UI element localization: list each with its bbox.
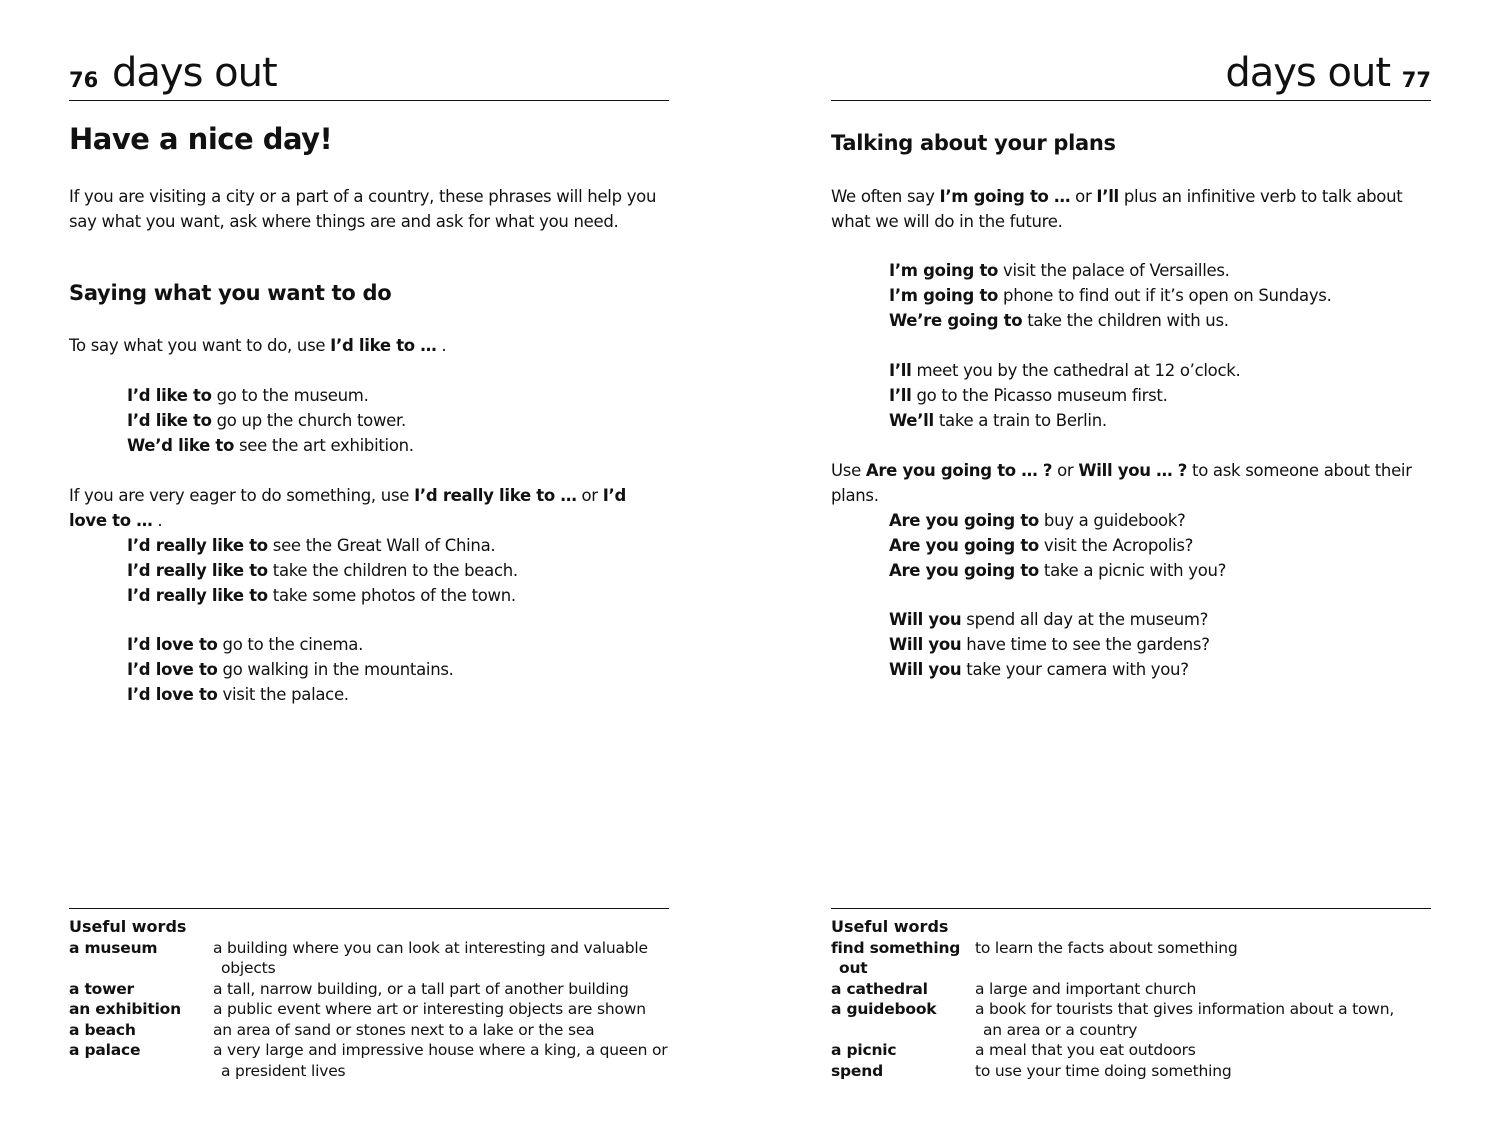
chapter-title: days out: [112, 50, 277, 96]
left-page: [69, 0, 669, 1137]
example-sentence: I’d love to go walking in the mountains.: [127, 660, 454, 679]
glossary-term: a guidebook: [831, 1000, 937, 1018]
example-list: [889, 358, 1240, 433]
eager-instruction-paragraph: If you are very eager to do something, use I’d really like to … or I’d love to … .: [69, 486, 627, 530]
example-sentence: We’re going to take the children with us.: [889, 311, 1229, 330]
example-sentence: I’d like to go to the museum.: [127, 386, 369, 405]
question-instruction-paragraph: Use Are you going to … ? or Will you … ? to ask someone about their plans.: [831, 461, 1412, 505]
glossary-row-continued: [69, 958, 669, 979]
glossary-definition: objects: [221, 959, 276, 977]
glossary-term: a beach: [69, 1020, 136, 1039]
glossary-term: a tower: [69, 979, 134, 998]
right-page: [831, 0, 1431, 1137]
useful-words-box: [69, 908, 669, 1081]
example-list: [127, 632, 454, 707]
glossary-term: find something: [831, 938, 961, 957]
example-sentence: Are you going to buy a guidebook?: [889, 511, 1186, 530]
glossary-definition: a building where you can look at interesting and valuable: [213, 938, 648, 957]
glossary-row: [69, 938, 669, 959]
glossary-term: a picnic: [831, 1041, 897, 1059]
glossary-definition: to learn the facts about something: [975, 938, 1238, 957]
page-number: 77: [1401, 68, 1431, 92]
glossary-term: an exhibition: [69, 1000, 181, 1018]
glossary-row-continued: [831, 958, 1431, 979]
glossary-term: a palace: [69, 1041, 141, 1059]
glossary-term: spend: [831, 1061, 883, 1080]
glossary-definition: a tall, narrow building, or a tall part of another building: [213, 979, 629, 998]
glossary-definition: a book for tourists that gives information about a town,: [975, 1000, 1395, 1018]
glossary-definition: a large and important church: [975, 979, 1197, 998]
glossary-definition: a president lives: [221, 1061, 346, 1080]
left-page-header: [69, 48, 669, 101]
glossary-row: [69, 979, 669, 1000]
glossary-definition: a very large and impressive house where a king, a queen or: [213, 1041, 668, 1059]
glossary-row-continued: [831, 1020, 1431, 1041]
example-sentence: I’m going to visit the palace of Versailles.: [889, 261, 1230, 280]
example-sentence: Are you going to take a picnic with you?: [889, 561, 1227, 580]
example-sentence: Will you take your camera with you?: [889, 660, 1189, 679]
intro-paragraph: We often say I’m going to … or I’ll plus an infinitive verb to talk about what we will do in the future.: [831, 187, 1403, 231]
example-list: [127, 533, 518, 608]
section-heading: Saying what you want to do: [69, 281, 392, 305]
right-page-header: [831, 48, 1431, 101]
page-title: Have a nice day!: [69, 122, 333, 156]
glossary-row: [831, 979, 1431, 1000]
example-sentence: Will you have time to see the gardens?: [889, 635, 1210, 654]
glossary-term: a cathedral: [831, 979, 928, 998]
example-sentence: I’d love to visit the palace.: [127, 685, 349, 704]
example-sentence: I’m going to phone to find out if it’s open on Sundays.: [889, 286, 1332, 305]
instruction-paragraph: To say what you want to do, use I’d like to … .: [69, 336, 447, 355]
intro-paragraph: If you are visiting a city or a part of a country, these phrases will help you say what you want, ask where things are and ask for what you need.: [69, 187, 657, 231]
glossary-row: [831, 999, 1431, 1020]
example-sentence: We’d like to see the art exhibition.: [127, 436, 414, 455]
useful-words-title: Useful words: [831, 917, 949, 936]
example-sentence: Will you spend all day at the museum?: [889, 610, 1209, 629]
example-list: [889, 508, 1226, 583]
example-sentence: I’ll go to the Picasso museum first.: [889, 386, 1168, 405]
example-sentence: I’d really like to see the Great Wall of China.: [127, 536, 496, 555]
glossary-term: a museum: [69, 938, 158, 957]
glossary-term: out: [839, 959, 868, 977]
glossary-row: [831, 938, 1431, 959]
glossary-definition: a meal that you eat outdoors: [975, 1041, 1196, 1059]
glossary-row: [831, 1040, 1431, 1061]
example-sentence: Are you going to visit the Acropolis?: [889, 536, 1194, 555]
example-sentence: I’d really like to take some photos of the town.: [127, 586, 516, 605]
glossary-definition: a public event where art or interesting objects are shown: [213, 1000, 646, 1018]
glossary-definition: an area of sand or stones next to a lake or the sea: [213, 1020, 595, 1039]
example-sentence: We’ll take a train to Berlin.: [889, 411, 1107, 430]
glossary-row-continued: [69, 1061, 669, 1082]
glossary-row: [69, 1020, 669, 1041]
glossary-definition: an area or a country: [983, 1020, 1138, 1039]
example-list: [889, 607, 1210, 682]
glossary-row: [69, 1040, 669, 1061]
useful-words-title: Useful words: [69, 917, 187, 936]
example-sentence: I’ll meet you by the cathedral at 12 o’clock.: [889, 361, 1241, 380]
glossary-row: [831, 1061, 1431, 1082]
glossary-row: [69, 999, 669, 1020]
example-sentence: I’d like to go up the church tower.: [127, 411, 406, 430]
example-sentence: I’d love to go to the cinema.: [127, 635, 364, 654]
glossary-definition: to use your time doing something: [975, 1061, 1232, 1080]
section-heading: Talking about your plans: [831, 131, 1116, 155]
example-sentence: I’d really like to take the children to the beach.: [127, 561, 518, 580]
useful-words-box: [831, 908, 1431, 1081]
chapter-title: days out: [1225, 50, 1390, 96]
example-list: [127, 383, 414, 458]
example-list: [889, 258, 1332, 333]
page-number: 76: [69, 68, 99, 92]
